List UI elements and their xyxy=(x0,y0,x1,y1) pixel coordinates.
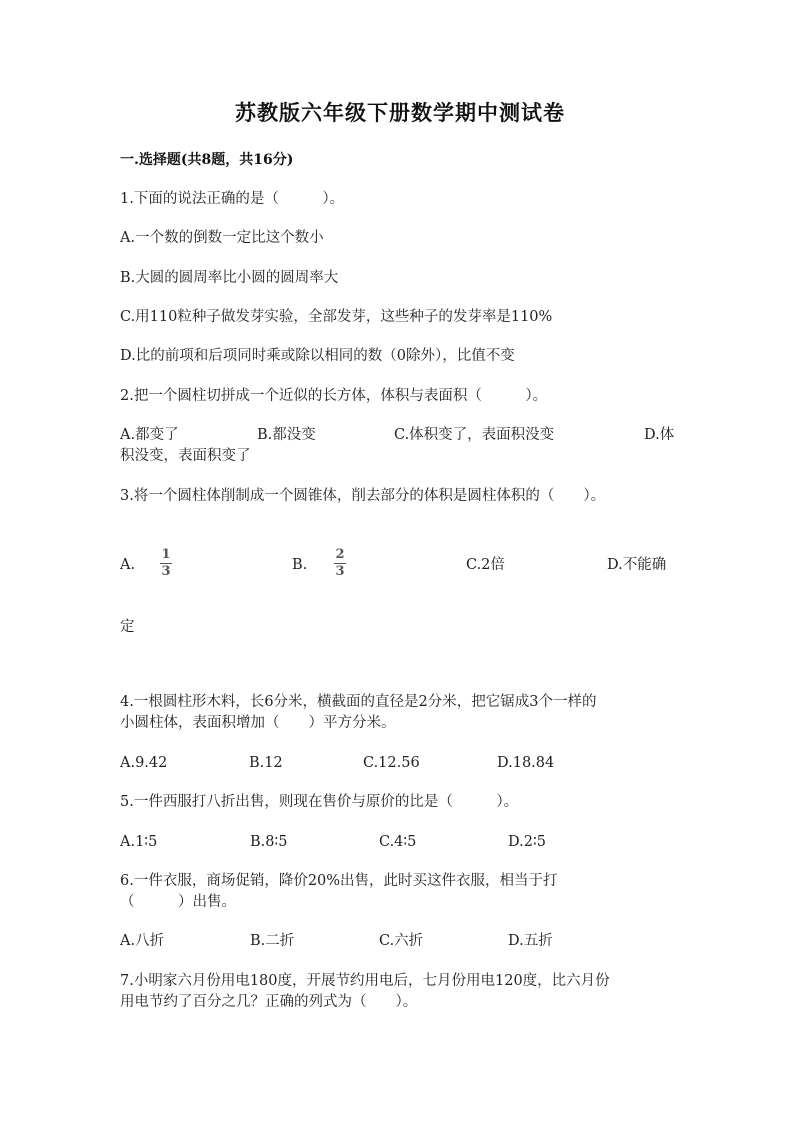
question-5-option-d: D.2∶5 xyxy=(508,834,546,850)
question-5-option-a: A.1∶5 xyxy=(120,834,158,850)
question-4-stem-line-1: 4.一根圆柱形木料，长6分米，横截面的直径是2分米，把它锯成3个一样的 xyxy=(120,694,597,710)
question-1-option-c: C.用110粒种子做发芽实验，全部发芽，这些种子的发芽率是110% xyxy=(120,309,553,325)
question-7-stem-line-1: 7.小明家六月份用电180度，开展节约用电后，七月份用电120度，比六月份 xyxy=(120,973,610,989)
question-4-stem-line-2: 小圆柱体，表面积增加（ ）平方分米。 xyxy=(120,715,396,731)
question-2-stem: 2.把一个圆柱切拼成一个近似的长方体，体积与表面积（ ）。 xyxy=(120,388,548,404)
section-heading: 一.选择题(共8题，共16分) xyxy=(120,152,294,168)
question-6-option-d: D.五折 xyxy=(508,933,553,949)
question-5-option-b: B.8∶5 xyxy=(250,834,288,850)
question-6-stem-line-1: 6.一件衣服，商场促销，降价20%出售，此时买这件衣服，相当于打 xyxy=(120,873,558,889)
question-3-option-b-label: B. xyxy=(292,557,308,573)
fraction-numerator: 1 xyxy=(161,547,171,562)
question-6-option-b: B.二折 xyxy=(250,933,295,949)
question-3-option-a-fraction xyxy=(160,548,172,579)
fraction-numerator: 2 xyxy=(335,547,345,562)
question-3-option-d-continued: 定 xyxy=(120,619,135,635)
question-2-option-b: B.都没变 xyxy=(257,427,316,443)
question-4-option-b: B.12 xyxy=(249,755,283,771)
question-6-stem-line-2: （ ）出售。 xyxy=(120,894,236,910)
question-4-option-a: A.9.42 xyxy=(120,755,168,771)
question-3-option-c: C.2倍 xyxy=(466,557,505,573)
question-3-option-b-fraction xyxy=(334,548,346,579)
question-5-stem: 5.一件西服打八折出售，则现在售价与原价的比是（ ）。 xyxy=(120,794,519,810)
question-2-option-a: A.都变了 xyxy=(120,427,179,443)
question-2-option-c: C.体积变了，表面积没变 xyxy=(394,427,555,443)
fraction-denominator: 3 xyxy=(335,564,345,579)
question-3-option-d: D.不能确 xyxy=(607,557,667,573)
question-4-option-c: C.12.56 xyxy=(363,755,420,771)
page-title: 苏教版六年级下册数学期中测试卷 xyxy=(235,100,565,125)
question-2-option-d: D.体 xyxy=(644,427,675,443)
question-4-option-d: D.18.84 xyxy=(497,755,555,771)
question-3-stem: 3.将一个圆柱体削制成一个圆锥体，削去部分的体积是圆柱体积的（ ）。 xyxy=(120,488,606,504)
question-1-stem: 1.下面的说法正确的是（ ）。 xyxy=(120,191,345,207)
question-1-option-b: B.大圆的圆周率比小圆的圆周率大 xyxy=(120,270,339,286)
question-7-stem-line-2: 用电节约了百分之几？正确的列式为（ ）。 xyxy=(120,994,418,1010)
fraction-denominator: 3 xyxy=(161,564,171,579)
question-6-option-a: A.八折 xyxy=(120,933,165,949)
question-6-option-c: C.六折 xyxy=(379,933,424,949)
question-3-option-a-label: A. xyxy=(120,557,136,573)
question-2-option-d-continued: 积没变，表面积变了 xyxy=(120,448,251,464)
question-5-option-c: C.4∶5 xyxy=(379,834,417,850)
question-1-option-d: D.比的前项和后项同时乘或除以相同的数（0除外），比值不变 xyxy=(120,348,515,364)
question-1-option-a: A.一个数的倒数一定比这个数小 xyxy=(120,230,324,246)
